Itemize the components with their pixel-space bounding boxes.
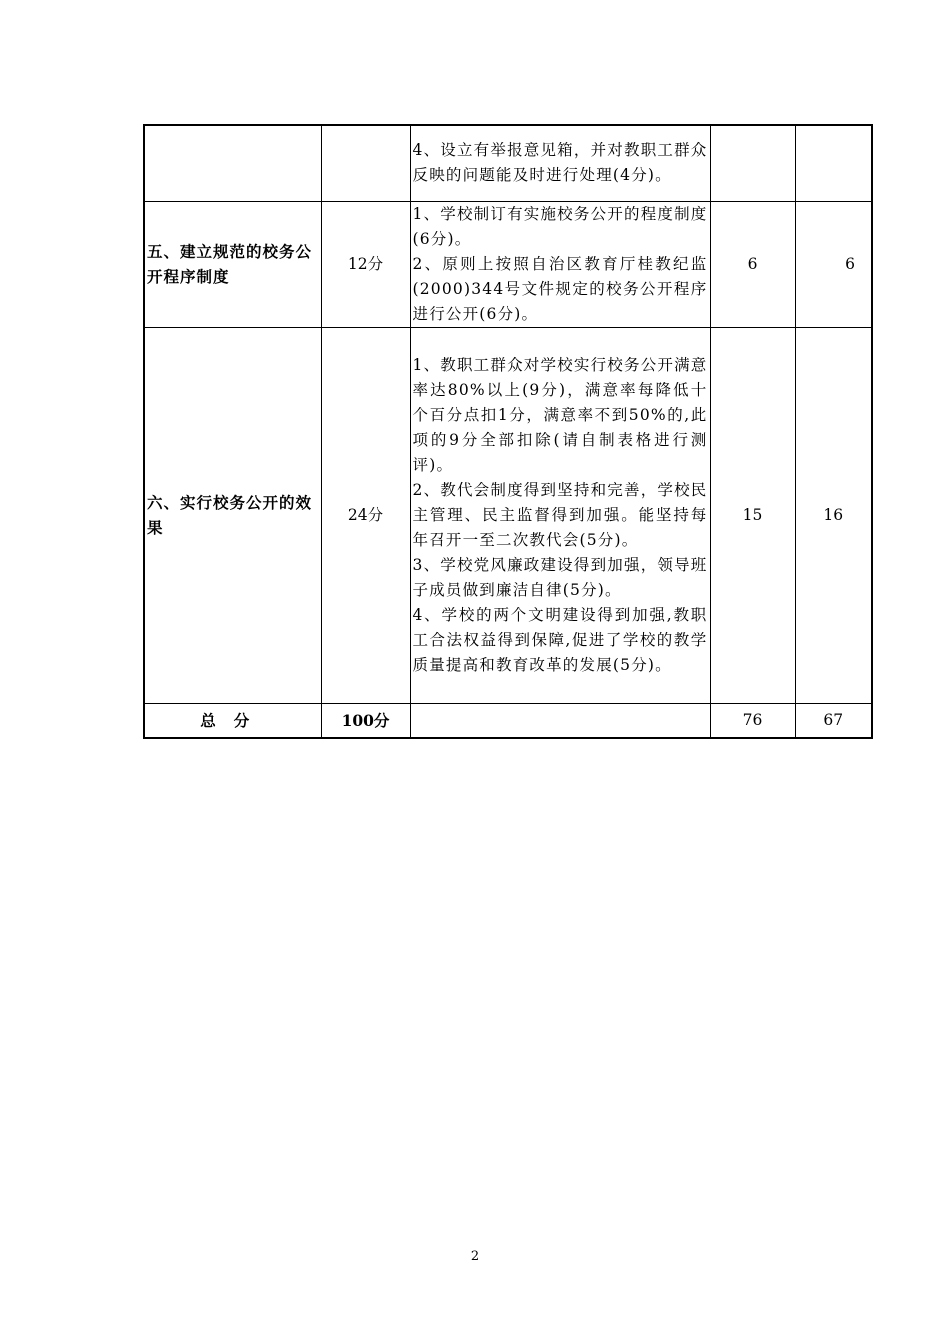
score-cell-1: 6 (710, 201, 795, 327)
table-row (144, 327, 872, 703)
standard-line: 2、原则上按照自治区教育厅桂教纪监(2000)344号文件规定的校务公开程序进行公开(6分)。 (412, 254, 708, 323)
score-cell-2: 16 (795, 327, 872, 703)
points-cell (321, 125, 410, 201)
total-standard-cell (410, 703, 710, 738)
standard-line: 4、学校的两个文明建设得到加强,教职工合法权益得到保障,促进了学校的教学质量提高和教育改革的发展(5分)。 (412, 605, 708, 674)
standard-line: 1、教职工群众对学校实行校务公开满意率达80%以上(9分)，满意率每降低十个百分点扣1分，满意率不到50%的,此项的9分全部扣除(请自制表格进行测评)。 (412, 355, 708, 474)
score-cell-2: 6 (795, 201, 872, 327)
table-row (144, 125, 872, 201)
standard-cell (410, 201, 710, 327)
table-row (144, 201, 872, 327)
total-label: 总分 (144, 703, 321, 738)
points-cell: 24分 (321, 327, 410, 703)
page-number: 2 (470, 1249, 480, 1264)
total-score-2: 67 (795, 703, 872, 738)
evaluation-table (143, 124, 873, 739)
total-points: 100分 (321, 703, 410, 738)
standard-cell (410, 327, 710, 703)
standard-line: 3、学校党风廉政建设得到加强，领导班子成员做到廉洁自律(5分)。 (412, 555, 708, 599)
item-cell: 五、建立规范的校务公开程序制度 (144, 201, 321, 327)
item-cell: 六、实行校务公开的效果 (144, 327, 321, 703)
points-cell: 12分 (321, 201, 410, 327)
score-cell-1 (710, 125, 795, 201)
score-cell-2 (795, 125, 872, 201)
standard-cell (410, 125, 710, 201)
standard-line: 2、教代会制度得到坚持和完善，学校民主管理、民主监督得到加强。能坚持每年召开一至二次教代会(5分)。 (412, 480, 708, 549)
item-cell (144, 125, 321, 201)
standard-line: 4、设立有举报意见箱，并对教职工群众反映的问题能及时进行处理(4分)。 (412, 141, 708, 185)
total-score-1: 76 (710, 703, 795, 738)
score-cell-1: 15 (710, 327, 795, 703)
standard-line: 1、学校制订有实施校务公开的程度制度(6分)。 (412, 204, 708, 248)
total-row (144, 703, 872, 738)
